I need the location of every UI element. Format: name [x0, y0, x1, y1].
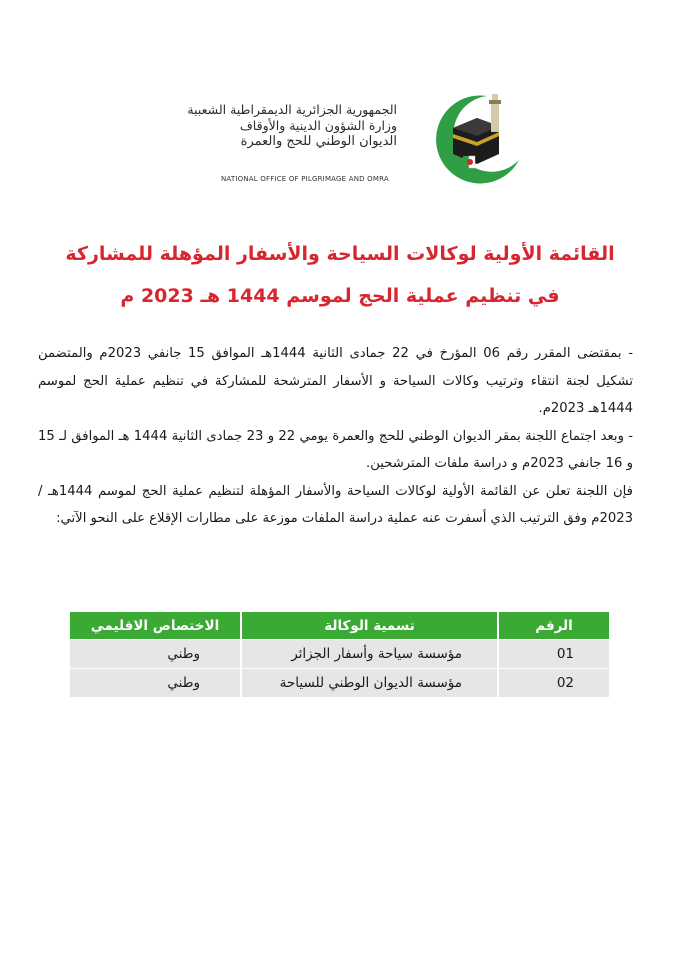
agencies-table — [70, 612, 609, 697]
row-scope: وطني — [70, 668, 240, 697]
row-number: 01 — [497, 639, 609, 668]
document-body — [38, 340, 633, 533]
row-number: 02 — [497, 668, 609, 697]
header-number: الرقم — [497, 612, 609, 639]
header-agency: تسمية الوكالة — [240, 612, 497, 639]
header-scope: الاختصاص الاقليمي — [70, 612, 240, 639]
table-header-row — [70, 612, 609, 639]
row-scope: وطني — [70, 639, 240, 668]
body-paragraph-2: - وبعد اجتماع اللجنة بمقر الديوان الوطني للحج والعمرة يومي 22 و 23 جمادى الثانية 1444 هـ الموافق لـ 15 و 16 جانفي 2023م و دراسة ملفات المترشحين. — [38, 428, 633, 471]
table-row — [70, 639, 609, 668]
title-line-2: في تنظيم عملية الحج لموسم 1444 هـ 2023 م — [120, 285, 560, 307]
title-line-1: القائمة الأولية لوكالات السياحة والأسفار المؤهلة للمشاركة — [65, 243, 615, 265]
ministry-name: وزارة الشؤون الدينية والأوقاف — [239, 118, 397, 133]
org-name-block — [97, 102, 397, 150]
letterhead — [0, 80, 679, 200]
republic-name: الجمهورية الجزائرية الديمقراطية الشعبية — [187, 102, 397, 117]
office-emblem-icon — [425, 88, 525, 188]
body-paragraph-1: - بمقتضى المقرر رقم 06 المؤرخ في 22 جمادى الثانية 1444هـ الموافق 15 جانفي 2023م والمتضمن تشكيل لجنة انتقاء وترتيب وكالات السياحة و الأسفار المترشحة للمشاركة في تنظيم عملية الحج لموسم 1444هـ 2023م. — [38, 346, 633, 416]
row-agency: مؤسسة سياحة وأسفار الجزائر — [240, 639, 497, 668]
document-title — [40, 233, 640, 317]
table-row — [70, 668, 609, 697]
office-name-en: NATIONAL OFFICE OF PILGRIMAGE AND OMRA — [221, 175, 389, 183]
row-agency: مؤسسة الديوان الوطني للسياحة — [240, 668, 497, 697]
office-name-ar: الديوان الوطني للحج والعمرة — [240, 134, 397, 149]
body-paragraph-3: فإن اللجنة تعلن عن القائمة الأولية لوكالات السياحة والأسفار المؤهلة لتنظيم عملية الحج لموسم 1444هـ / 2023م وفق الترتيب الذي أسفرت عنه عملية دراسة الملفات موزعة على مطارات الإقلاع على النحو الآتي: — [38, 483, 633, 526]
